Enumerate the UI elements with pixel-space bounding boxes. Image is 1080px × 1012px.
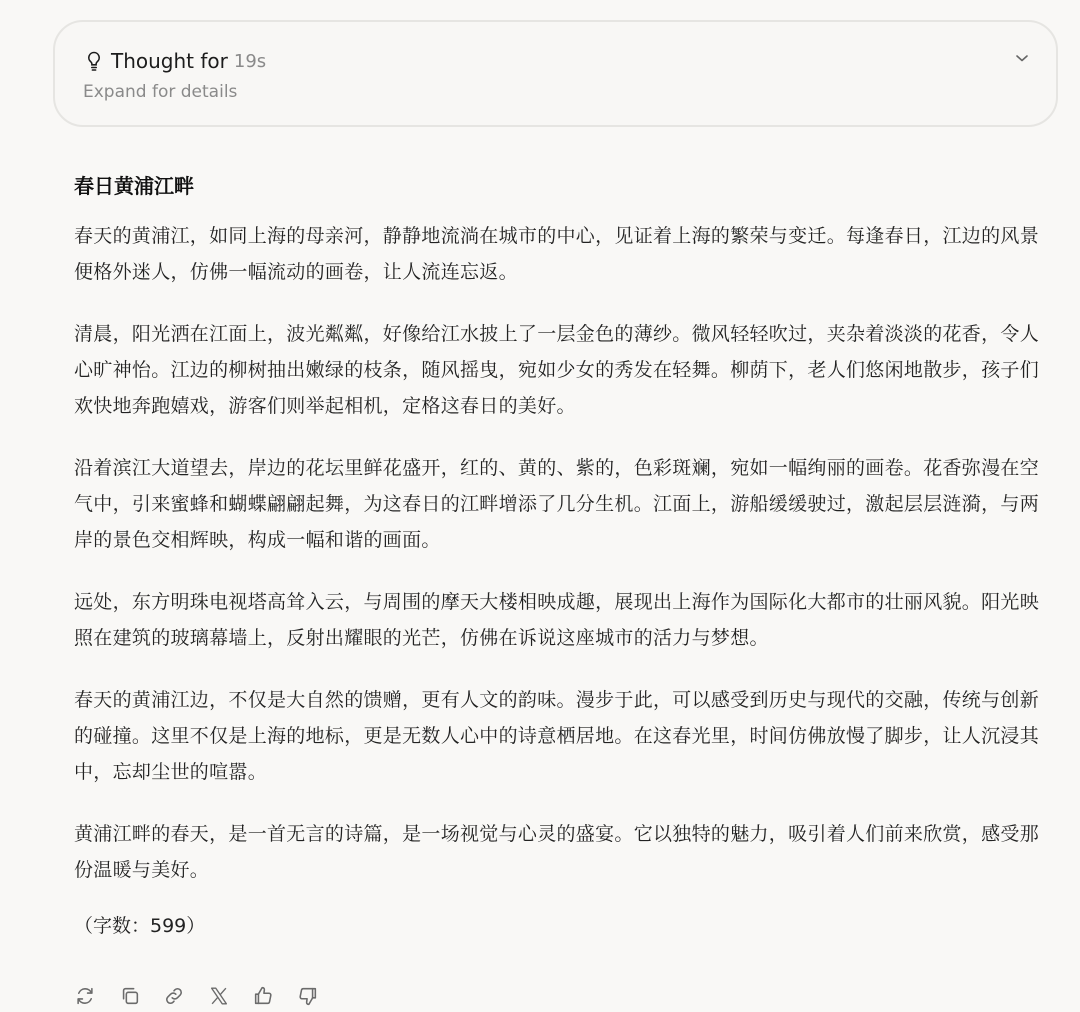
word-count: （字数：599） [74,915,206,937]
thought-title-row [85,48,266,74]
thumbs-up-icon [252,985,274,1007]
like-button[interactable] [252,984,297,1008]
response-actions [74,984,342,1008]
thought-summary-toggle[interactable] [53,20,1058,127]
paragraph: 远处，东方明珠电视塔高耸入云，与周围的摩天大楼相映成趣，展现出上海作为国际化大都市的壮丽风貌。阳光映照在建筑的玻璃幕墙上，反射出耀眼的光芒，仿佛在诉说这座城市的活力与梦想。 [74,591,1040,649]
x-logo-icon [208,985,230,1007]
chevron-down-icon[interactable] [1014,52,1030,64]
expand-hint: Expand for details [83,82,238,102]
share-link-button[interactable] [163,984,208,1008]
regenerate-button[interactable] [74,984,119,1008]
lightbulb-icon [85,50,103,72]
paragraph: 清晨，阳光洒在江面上，波光粼粼，好像给江水披上了一层金色的薄纱。微风轻轻吹过，夹杂着淡淡的花香，令人心旷神怡。江边的柳树抽出嫩绿的枝条，随风摇曳，宛如少女的秀发在轻舞。柳荫下，老人们悠闲地散步，孩子们欢快地奔跑嬉戏，游客们则举起相机，定格这春日的美好。 [74,323,1040,417]
link-icon [163,985,185,1007]
paragraph: 春天的黄浦江边，不仅是大自然的馈赠，更有人文的韵味。漫步于此，可以感受到历史与现代的交融，传统与创新的碰撞。这里不仅是上海的地标，更是无数人心中的诗意栖居地。在这春光里，时间仿佛放慢了脚步，让人沉浸其中，忘却尘世的喧嚣。 [74,689,1040,783]
dislike-button[interactable] [297,984,342,1008]
paragraph: 春天的黄浦江，如同上海的母亲河，静静地流淌在城市的中心，见证着上海的繁荣与变迁。每逢春日，江边的风景便格外迷人，仿佛一幅流动的画卷，让人流连忘返。 [74,225,1040,283]
paragraph: 黄浦江畔的春天，是一首无言的诗篇，是一场视觉与心灵的盛宴。它以独特的魅力，吸引着人们前来欣赏，感受那份温暖与美好。 [74,823,1040,881]
copy-icon [119,985,141,1007]
response-content [74,168,1044,944]
thought-label: Thought for [111,49,228,73]
copy-button[interactable] [119,984,164,1008]
thumbs-down-icon [297,985,319,1007]
refresh-icon [74,985,96,1007]
paragraph: 沿着滨江大道望去，岸边的花坛里鲜花盛开，红的、黄的、紫的，色彩斑斓，宛如一幅绚丽的画卷。花香弥漫在空气中，引来蜜蜂和蝴蝶翩翩起舞，为这春日的江畔增添了几分生机。江面上，游船缓缓驶过，激起层层涟漪，与两岸的景色交相辉映，构成一幅和谐的画面。 [74,457,1040,551]
article-title: 春日黄浦江畔 [74,174,194,198]
share-x-button[interactable] [208,984,253,1008]
thought-duration: 19s [233,50,267,72]
